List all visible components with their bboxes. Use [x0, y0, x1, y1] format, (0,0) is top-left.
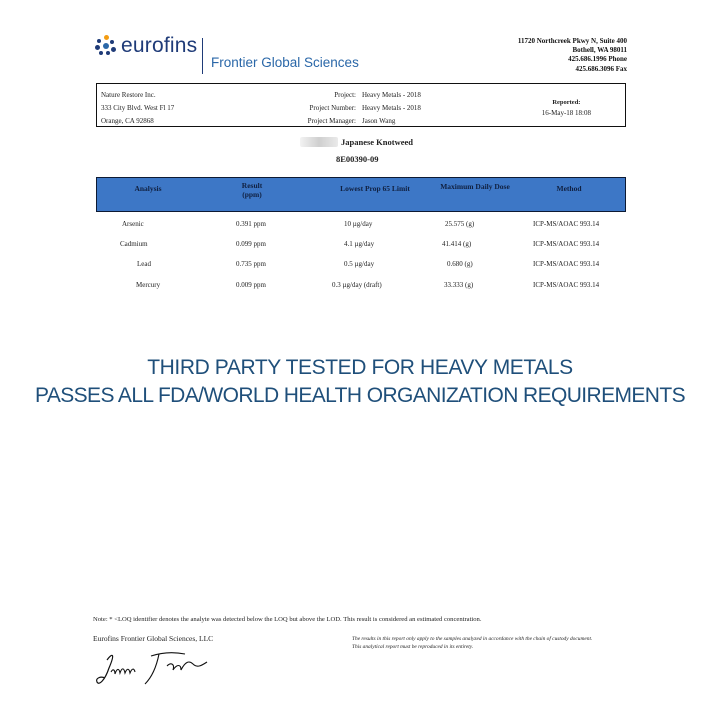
header-analysis: Analysis [134, 184, 162, 193]
headline-line-1: THIRD PARTY TESTED FOR HEAVY METALS [147, 356, 573, 379]
client-name: Nature Restore Inc. [101, 91, 156, 99]
logo-divider [202, 38, 203, 74]
eurofins-dots-icon [95, 35, 117, 57]
cell-method: ICP-MS/AOAC 993.14 [533, 281, 600, 289]
cell-analysis: Arsenic [122, 220, 144, 228]
cell-result: 0.009 ppm [236, 281, 266, 289]
logo-subtitle: Frontier Global Sciences [211, 55, 359, 70]
project-number-value: Heavy Metals - 2018 [362, 104, 421, 112]
project-labels [292, 89, 356, 128]
address-city: Bothell, WA 98011 [572, 46, 627, 55]
cell-dose: 25.575 (g) [445, 220, 475, 228]
sample-name-text: Japanese Knotweed [341, 137, 414, 147]
cell-limit: 10 µg/day [344, 220, 373, 228]
client-info-box [96, 83, 626, 127]
project-label: Project: [334, 91, 356, 99]
cell-method: ICP-MS/AOAC 993.14 [533, 240, 600, 248]
table-row [96, 260, 626, 280]
cell-method: ICP-MS/AOAC 993.14 [533, 220, 600, 228]
project-values [362, 89, 421, 128]
redacted-block [300, 137, 338, 147]
eurofins-logo [95, 34, 205, 58]
cell-result: 0.391 ppm [236, 220, 266, 228]
lab-address [518, 37, 627, 74]
footnote: Note: * <LOQ identifier denotes the analyte was detected below the LOQ but above the LOD. This result is considered an estimated concentration. [93, 616, 482, 623]
sample-id: 8E00390-09 [336, 154, 379, 164]
signature-image [93, 646, 243, 690]
project-value: Heavy Metals - 2018 [362, 91, 421, 99]
client-city: Orange, CA 92868 [101, 117, 154, 125]
table-row [96, 240, 626, 260]
address-street: 11720 Northcreek Pkwy N, Suite 400 [517, 37, 627, 45]
header-result [217, 181, 287, 199]
cell-dose: 0.680 (g) [447, 260, 473, 268]
table-row [96, 220, 626, 240]
cell-analysis: Cadmium [120, 240, 148, 248]
cell-dose: 33.333 (g) [444, 281, 474, 289]
client-street: 333 City Blvd. West Fl 17 [101, 104, 175, 112]
header-method: Method [556, 184, 582, 193]
sample-name [300, 137, 413, 147]
logo-wordmark: eurofins [121, 34, 198, 57]
address-fax: 425.686.3096 Fax [575, 64, 627, 73]
cell-method: ICP-MS/AOAC 993.14 [533, 260, 600, 268]
reported-info [542, 97, 591, 119]
cell-dose: 41.414 (g) [442, 240, 472, 248]
cell-result: 0.735 ppm [236, 260, 266, 268]
table-row [96, 281, 626, 301]
project-manager-label: Project Manager: [307, 117, 356, 125]
disclaimer: The results in this report only apply to the samples analyzed in accordance with the chain of custody document. This analytical report must be reproduced in its entirety. [352, 636, 593, 650]
cell-limit: 0.5 µg/day [344, 260, 375, 268]
cell-limit: 4.1 µg/day [344, 240, 375, 248]
reported-date: 16-May-18 18:08 [541, 109, 591, 117]
header-dose: Maximum Daily Dose [440, 182, 510, 191]
cell-analysis: Mercury [136, 281, 161, 289]
cell-result: 0.099 ppm [236, 240, 266, 248]
lab-name: Eurofins Frontier Global Sciences, LLC [93, 634, 214, 643]
results-table-header [96, 177, 626, 212]
cell-analysis: Lead [137, 260, 151, 268]
header-result-unit: (ppm) [242, 190, 262, 199]
reported-label: Reported: [552, 99, 581, 106]
address-phone: 425.686.1996 Phone [568, 55, 627, 64]
project-manager-value: Jason Wang [362, 117, 396, 125]
header-limit: Lowest Prop 65 Limit [340, 184, 410, 193]
headline-line-2: PASSES ALL FDA/WORLD HEALTH ORGANIZATION REQUIREMENTS [34, 384, 686, 407]
project-number-label: Project Number: [309, 104, 356, 112]
cell-limit: 0.3 µg/day (draft) [332, 281, 382, 289]
header-result-label: Result [241, 181, 263, 190]
client-address [101, 89, 174, 128]
